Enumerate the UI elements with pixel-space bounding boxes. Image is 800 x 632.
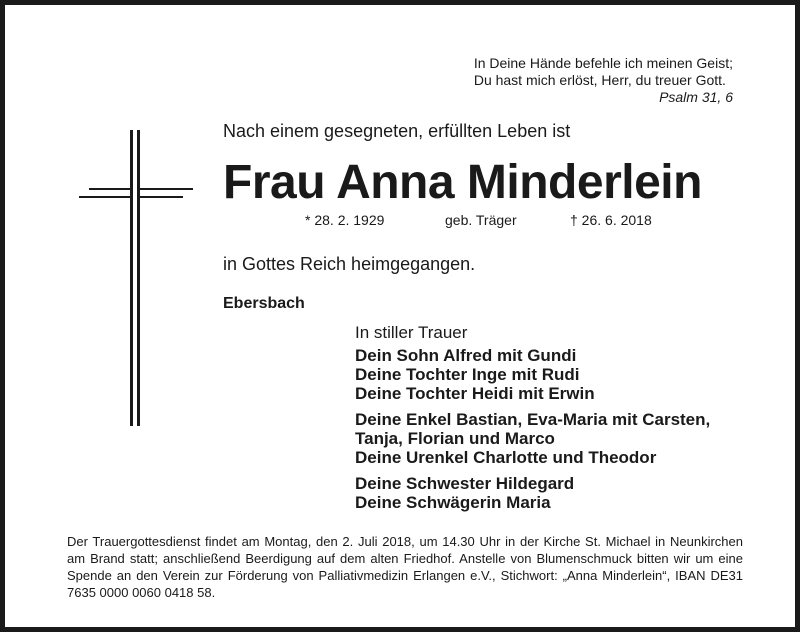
mourner-line: Deine Tochter Inge mit Rudi: [355, 365, 580, 384]
mourner-group-siblings: [355, 474, 710, 512]
place-name: Ebersbach: [223, 295, 305, 312]
mourner-line: Tanja, Florian und Marco: [355, 429, 555, 448]
mourner-group-grandchildren: [355, 410, 710, 467]
mourners-block: [355, 323, 710, 519]
birth-date: * 28. 2. 1929: [305, 212, 385, 228]
mourner-line: Deine Schwägerin Maria: [355, 493, 551, 512]
mourning-intro: In stiller Trauer: [355, 323, 468, 342]
psalm-quote: [474, 55, 733, 106]
intro-line: Nach einem gesegneten, erfüllten Leben ist: [223, 121, 571, 141]
cross-post: [130, 130, 140, 426]
service-details: Der Trauergottesdienst findet am Montag, den 2. Juli 2018, um 14.30 Uhr in der Kirche St. Michael in Neunkirchen am Brand statt; anschließend Beerdigung auf dem alten Friedhof. Anstelle von Blumenschmuck bitten wir um eine Spende an den Verein zur Förderung von Palliativmedizin Erlangen e.V., Stichwort: „Anna Minderlein“, IBAN DE31 7635 0000 0060 0418 58.: [67, 534, 743, 600]
passed-line: in Gottes Reich heimgegangen.: [223, 254, 476, 274]
mourner-group-children: [355, 346, 710, 403]
mourner-line: Deine Urenkel Charlotte und Theodor: [355, 448, 657, 467]
deceased-name: Frau Anna Minderlein: [223, 156, 702, 209]
mourner-line: Deine Tochter Heidi mit Erwin: [355, 384, 595, 403]
psalm-line-1: In Deine Hände befehle ich meinen Geist;: [473, 55, 733, 71]
cross-bar-upper: [89, 188, 193, 190]
mourner-line: Deine Schwester Hildegard: [355, 474, 575, 493]
mourner-line: Deine Enkel Bastian, Eva-Maria mit Carsten,: [355, 410, 711, 429]
psalm-line-2: Du hast mich erlöst, Herr, du treuer Gott.: [473, 72, 726, 88]
death-date: † 26. 6. 2018: [570, 212, 652, 228]
mourner-line: Dein Sohn Alfred mit Gundi: [355, 346, 577, 365]
psalm-reference: Psalm 31, 6: [659, 89, 733, 105]
maiden-name: geb. Träger: [445, 212, 517, 228]
